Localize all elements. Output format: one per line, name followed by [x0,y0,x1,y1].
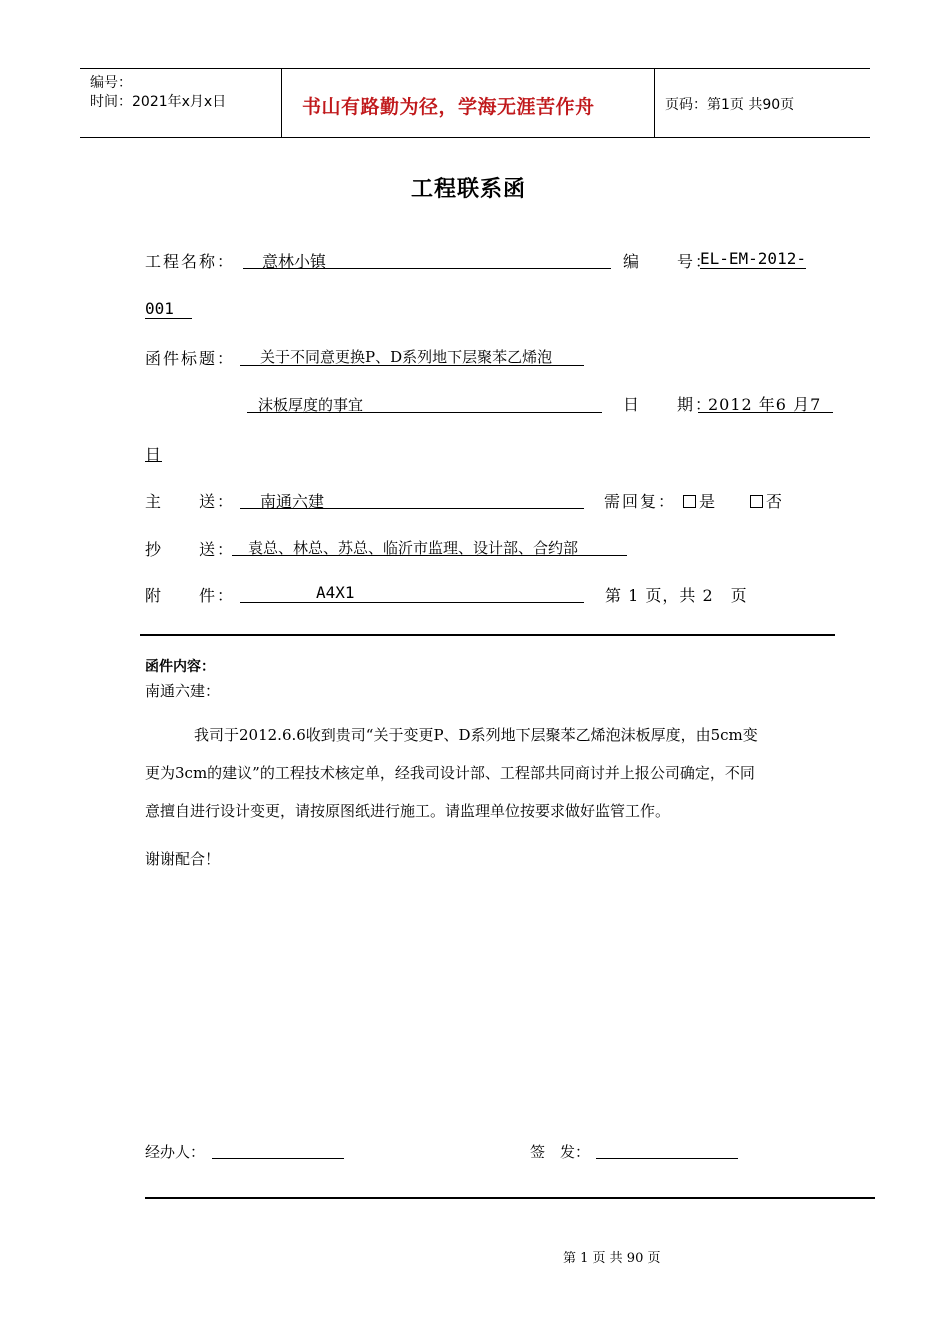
reply-yes-option[interactable] [683,489,715,512]
to-label: 主 送： [145,492,236,511]
attach-value: A4X1 [316,583,355,602]
reply-no-text: 否 [766,492,783,511]
bottom-divider [145,1197,875,1199]
header-cell-page [654,69,870,137]
header-table [80,68,870,138]
subject-label: 函件标题： [145,349,236,368]
handler-label: 经办人： [145,1143,206,1161]
subject-underline1 [240,365,584,366]
date-label: 日 期： [623,395,714,414]
pages-info: 第 1 页，共 2 页 [605,586,748,605]
content-para-line1: 我司于2012.6.6收到贵司“关于变更P、D系列地下层聚苯乙烯泡沫板厚度，由5cm变 [194,726,758,744]
subject-line2: 沫板厚度的事宜 [258,396,364,414]
subject-line1: 关于不同意更换P、D系列地下层聚苯乙烯泡 [260,348,553,366]
reply-no-option[interactable] [750,489,782,512]
content-thanks: 谢谢配合！ [145,850,221,868]
cc-value: 袁总、林总、苏总、临沂市监理、设计部、合约部 [248,539,579,557]
section-divider [140,634,835,636]
header-cell-motto [281,69,654,137]
content-para-line2: 更为3cm的建议”的工程技术核定单，经我司设计部、工程部共同商讨并上报公司确定，不同 [145,764,755,782]
date-value-cont: 日 [145,445,162,464]
handler-signature-line[interactable] [212,1158,344,1159]
project-label: 工程名称： [145,252,236,271]
reply-yes-text: 是 [699,492,716,511]
header-page-info: 页码：第1页 共90页 [665,97,795,113]
header-number-label: 编号： [90,75,132,91]
number-value: EL-EM-2012- [700,249,806,268]
project-underline [243,268,611,269]
reply-no-checkbox[interactable] [750,495,763,508]
number-underline [700,268,806,269]
number-cont-underline [145,318,192,319]
date-value: 2012 年6 月7 [708,395,822,414]
date-cont-underline [145,461,162,462]
header-cell-left [80,69,280,137]
number-value-cont: 001 [145,299,174,318]
cc-label: 抄 送： [145,540,236,559]
footer-page-number: 第 1 页 共 90 页 [563,1251,661,1266]
attach-label: 附 件： [145,586,236,605]
subject-underline2 [247,412,602,413]
project-value: 意林小镇 [262,252,327,271]
issuer-signature-line[interactable] [596,1158,738,1159]
content-para-line3: 意擅自进行设计变更，请按原图纸进行施工。请监理单位按要求做好监管工作。 [145,802,671,820]
cc-underline [232,555,627,556]
content-salutation: 南通六建： [145,682,221,700]
header-motto: 书山有路勤为径，学海无涯苦作舟 [302,96,595,118]
reply-label: 需回复： [604,492,677,511]
content-heading: 函件内容： [145,659,215,675]
reply-yes-checkbox[interactable] [683,495,696,508]
to-underline [240,508,584,509]
number-label: 编 号： [623,252,714,271]
issuer-label: 签 发： [530,1143,591,1161]
header-time: 时间：2021年x月x日 [90,94,227,110]
date-underline [698,412,833,413]
to-value: 南通六建 [260,492,325,511]
document-title: 工程联系函 [411,177,527,202]
attach-underline [240,602,584,603]
